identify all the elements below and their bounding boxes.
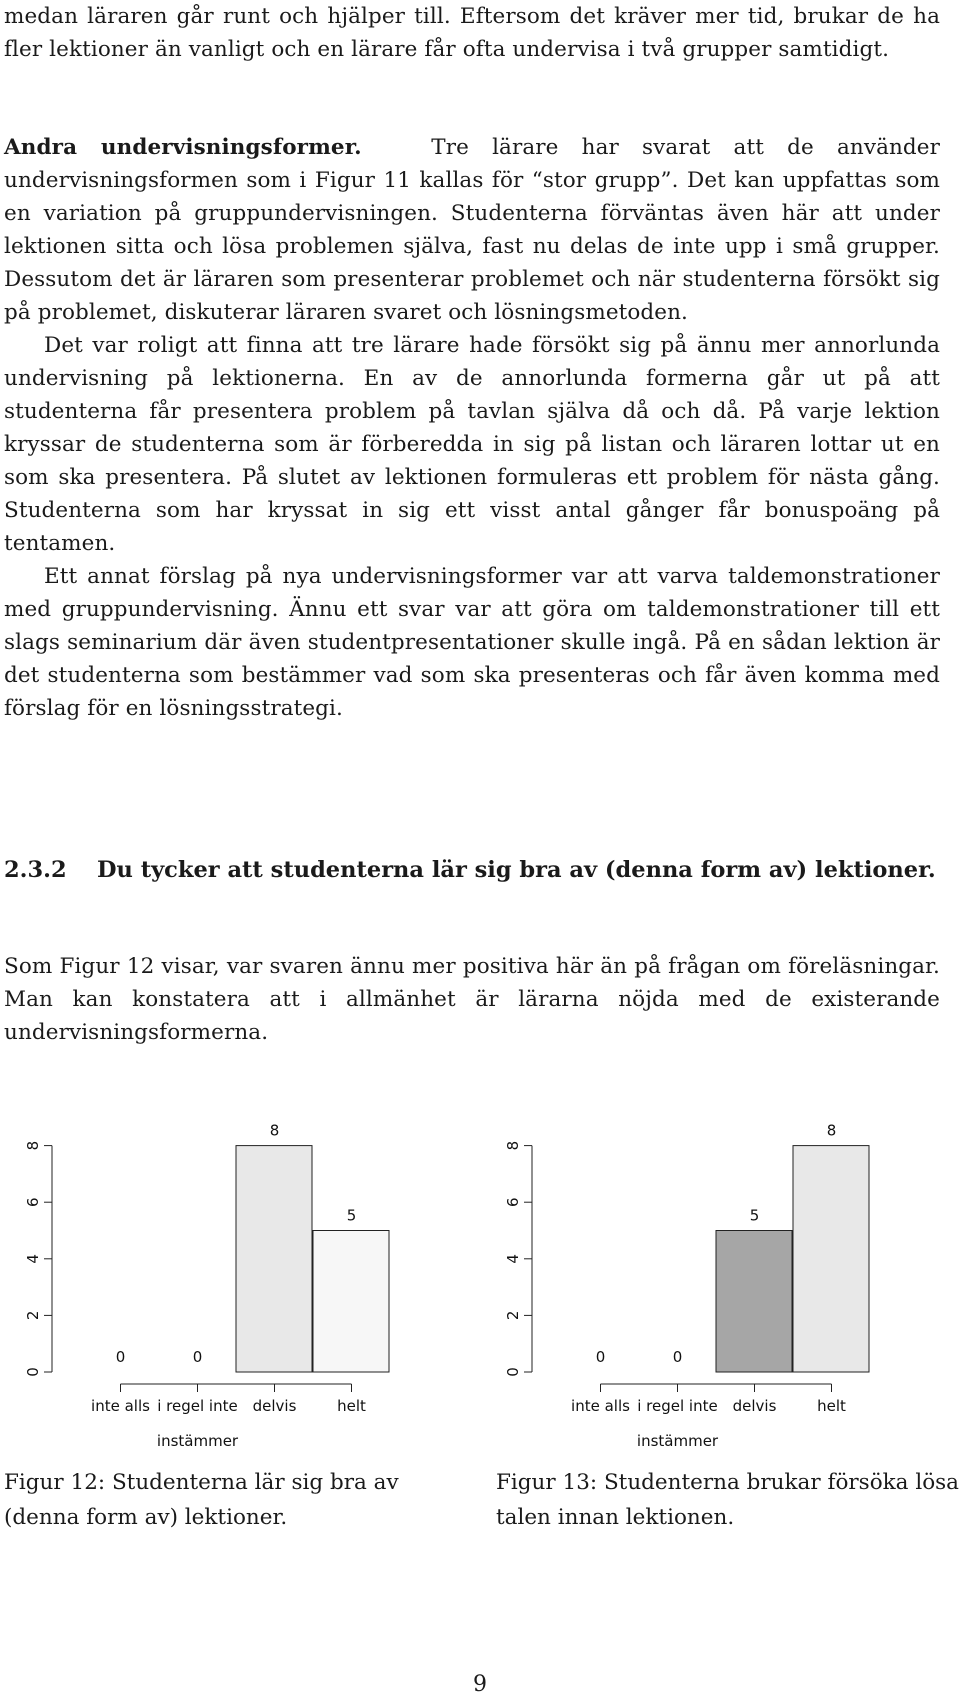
y-tick-label: 0 xyxy=(504,1367,522,1377)
y-tick-label: 6 xyxy=(504,1197,522,1207)
figure-12-plot xyxy=(0,1112,480,1482)
figure-12-chart xyxy=(0,1112,480,1482)
figure-13-plot xyxy=(480,1112,960,1482)
figure-13-caption: Figur 13: Studenterna brukar försöka lösa talen innan lektionen. xyxy=(496,1470,959,1530)
x-tick-label: i regel inte xyxy=(157,1397,238,1415)
x-tick-label: i regel inte xyxy=(637,1397,718,1415)
bar xyxy=(793,1146,869,1372)
y-tick-label: 2 xyxy=(24,1310,42,1321)
x-tick-label: delvis xyxy=(732,1397,777,1415)
bar xyxy=(236,1146,312,1372)
plot-area xyxy=(504,1122,869,1450)
paragraph-continuation xyxy=(4,0,940,66)
paragraph-2-body: Tre lärare har svarat att de använder undervisningsformen som i Figur 11 kallas för “stor grupp”. Det kan uppfattas som en variation på gruppundervisningen. Studenterna förväntas även här att under lektionen sitta och lösa problemen själva, fast nu delas de inte upp i små grupper. Dessutom det är läraren som presenterar problemet och när studenterna försökt sig på problemet, diskuterar läraren svaret och lösningsmetoden. xyxy=(4,135,941,325)
data-label: 0 xyxy=(115,1348,126,1366)
y-tick-label: 8 xyxy=(504,1140,522,1151)
x-tick-label: instämmer xyxy=(636,1432,719,1450)
y-tick-label: 6 xyxy=(24,1197,42,1207)
section-number: 2.3.2 xyxy=(4,857,67,883)
paragraph-4: Ett annat förslag på nya undervisningsformer var att varva taldemonstrationer med gruppundervisning. Ännu ett svar var att göra om taldemonstrationer till ett slags seminarium där även studentpresentationer skulle ingå. På en sådan lektion är det studenterna som bestämmer vad som ska presenteras och får även komma med förslag för en lösningsstrategi. xyxy=(4,564,940,721)
paragraph-2 xyxy=(4,131,940,329)
data-label: 5 xyxy=(749,1206,760,1225)
data-label: 0 xyxy=(672,1348,683,1366)
y-tick-label: 4 xyxy=(504,1254,522,1264)
bar xyxy=(716,1231,792,1373)
bar xyxy=(313,1231,389,1373)
x-tick-label: helt xyxy=(817,1397,846,1415)
plot-area xyxy=(24,1122,389,1450)
data-label: 5 xyxy=(346,1206,357,1225)
data-label: 8 xyxy=(826,1121,837,1140)
y-tick-label: 8 xyxy=(24,1140,42,1151)
paragraph-heading: Andra undervisningsformer. xyxy=(4,135,362,160)
data-label: 0 xyxy=(595,1348,606,1366)
data-label: 8 xyxy=(269,1121,280,1140)
x-tick-label: inte alls xyxy=(91,1397,150,1415)
section-paragraph: Som Figur 12 visar, var svaren ännu mer positiva här än på frågan om föreläsningar. Man kan konstatera att i allmänhet är lärarna nöjda med de existerande undervisningsformerna. xyxy=(4,954,940,1045)
section-heading xyxy=(4,853,940,888)
figure-13-chart xyxy=(480,1112,960,1482)
y-tick-label: 2 xyxy=(504,1310,522,1321)
body-column xyxy=(4,131,940,725)
paragraph-3: Det var roligt att finna att tre lärare hade försökt sig på ännu mer annorlunda undervisning på lektionerna. En av de annorlunda formerna går ut på att studenterna får presentera problem på tavlan själva då och då. På varje lektion kryssar de studenterna som är förberedda in sig på listan och läraren lottar ut en som ska presentera. På slutet av lektionen formuleras ett problem för nästa gång. Studenterna som har kryssat in sig ett visst antal gånger får bonuspoäng på tentamen. xyxy=(4,333,940,556)
data-label: 0 xyxy=(192,1348,203,1366)
x-tick-label: helt xyxy=(337,1397,366,1415)
section-body xyxy=(4,950,940,1049)
y-tick-label: 0 xyxy=(24,1367,42,1377)
x-tick-label: instämmer xyxy=(156,1432,239,1450)
x-tick-label: delvis xyxy=(252,1397,297,1415)
x-tick-label: inte alls xyxy=(571,1397,630,1415)
figure-12-caption: Figur 12: Studenterna lär sig bra av (denna form av) lektioner. xyxy=(4,1470,399,1530)
page-number: 9 xyxy=(473,1672,487,1697)
section-title: Du tycker att studenterna lär sig bra av (denna form av) lektioner. xyxy=(97,857,936,883)
paragraph-1: medan läraren går runt och hjälper till. Eftersom det kräver mer tid, brukar de ha fler lektioner än vanligt och en lärare får ofta undervisa i två grupper samtidigt. xyxy=(4,4,940,62)
y-tick-label: 4 xyxy=(24,1254,42,1264)
